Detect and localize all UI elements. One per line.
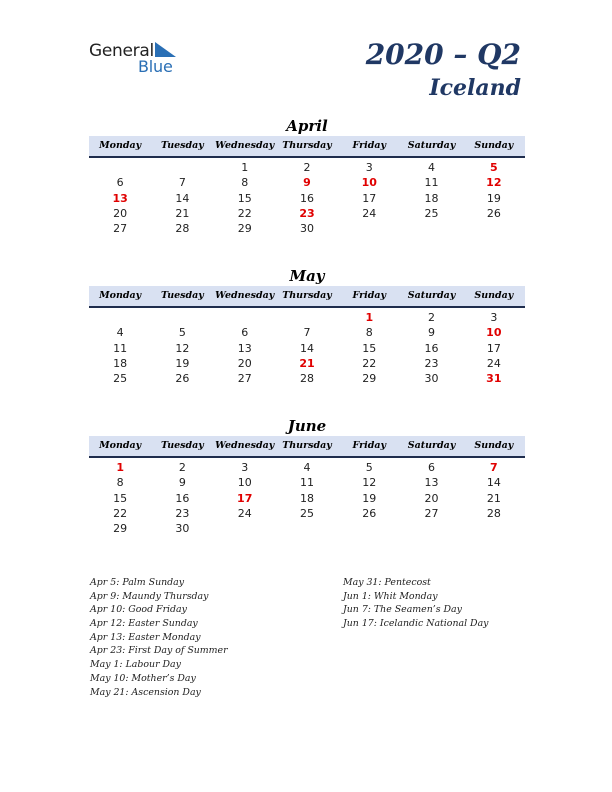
day-cell: 23: [175, 506, 190, 520]
week-row: [89, 160, 525, 175]
logo-triangle-icon: [155, 42, 177, 58]
month-title: June: [287, 417, 327, 435]
day-cell: 3: [490, 311, 498, 324]
holiday-note: May 21: Ascension Day: [90, 686, 201, 698]
weekday-label: Friday: [352, 290, 387, 301]
holiday-note: Apr 9: Maundy Thursday: [90, 590, 209, 602]
day-cell: 3: [365, 161, 373, 174]
empty-day-cell: [89, 160, 151, 175]
week-row: [89, 506, 525, 521]
week-row: [89, 356, 525, 371]
holiday-note: Apr 12: Easter Sunday: [90, 618, 198, 630]
weekday-label: Monday: [99, 290, 142, 301]
day-cell: 13: [424, 476, 439, 490]
holiday-note: Jun 17: Icelandic National Day: [343, 618, 489, 630]
day-cell: 3: [241, 461, 249, 474]
holiday-note: Jun 7: The Seamen’s Day: [343, 604, 462, 616]
day-cell: 28: [175, 222, 190, 236]
day-cell: 30: [175, 522, 190, 536]
weekday-label: Saturday: [407, 290, 456, 301]
empty-day-cell: [214, 310, 276, 325]
day-cell: 15: [237, 191, 252, 205]
day-cell: 13: [237, 341, 252, 355]
day-cell: 19: [175, 356, 190, 370]
empty-day-cell: [276, 521, 338, 536]
day-cell: 26: [486, 206, 501, 220]
weekday-header: [89, 136, 525, 158]
week-row: [89, 221, 525, 236]
month-may: [89, 266, 525, 386]
day-cell: 17: [237, 491, 253, 505]
day-cell: 10: [237, 476, 252, 490]
empty-day-cell: [338, 521, 400, 536]
holiday-note: May 1: Labour Day: [90, 659, 181, 671]
day-cell: 9: [428, 326, 436, 340]
day-cell: 6: [428, 461, 436, 474]
day-cell: 27: [113, 222, 128, 236]
empty-day-cell: [151, 160, 213, 175]
month-title: May: [289, 267, 325, 285]
day-cell: 19: [486, 191, 501, 205]
weekday-label: Saturday: [407, 140, 456, 151]
day-cell: 30: [299, 222, 314, 236]
weekday-label: Sunday: [474, 290, 514, 301]
day-cell: 14: [175, 191, 190, 205]
day-cell: 1: [241, 161, 249, 174]
day-cell: 20: [113, 206, 128, 220]
day-cell: 18: [299, 491, 314, 505]
weekday-label: Wednesday: [215, 290, 275, 301]
day-cell: 27: [424, 506, 439, 520]
day-cell: 24: [486, 356, 501, 370]
day-cell: 14: [299, 341, 314, 355]
day-cell: 29: [237, 222, 252, 236]
day-cell: 9: [178, 476, 186, 490]
weekday-header: [89, 286, 525, 308]
weekday-label: Friday: [352, 140, 387, 151]
week-row: [89, 191, 525, 206]
logo: [89, 41, 189, 77]
day-cell: 4: [116, 326, 124, 340]
day-cell: 17: [486, 341, 501, 355]
day-cell: 30: [424, 372, 439, 386]
weekday-label: Sunday: [474, 140, 514, 151]
empty-day-cell: [400, 221, 462, 236]
day-cell: 29: [362, 372, 377, 386]
day-cell: 12: [175, 341, 190, 355]
weekday-label: Saturday: [407, 440, 456, 451]
day-cell: 31: [486, 372, 502, 386]
holiday-notes-left: [90, 576, 228, 699]
empty-day-cell: [400, 521, 462, 536]
day-cell: 19: [362, 491, 377, 505]
day-cell: 25: [299, 506, 314, 520]
day-cell: 16: [424, 341, 439, 355]
holiday-note: May 31: Pentecost: [343, 577, 431, 588]
weekday-label: Thursday: [282, 440, 332, 451]
day-cell: 26: [175, 372, 190, 386]
weekday-header: [89, 436, 525, 458]
day-cell: 21: [299, 356, 315, 370]
day-cell: 11: [113, 341, 128, 355]
weekday-label: Tuesday: [161, 440, 204, 451]
holiday-note: Apr 5: Palm Sunday: [90, 577, 185, 588]
day-cell: 28: [486, 506, 501, 520]
day-cell: 5: [490, 161, 498, 174]
day-cell: 4: [428, 161, 436, 174]
weekday-label: Monday: [99, 140, 142, 151]
day-cell: 5: [365, 461, 373, 474]
week-row: [89, 491, 525, 506]
day-cell: 26: [362, 506, 377, 520]
day-cell: 2: [428, 311, 436, 324]
empty-day-cell: [338, 221, 400, 236]
day-cell: 15: [362, 341, 377, 355]
day-cell: 11: [424, 176, 439, 190]
day-cell: 2: [303, 161, 311, 174]
day-cell: 16: [175, 491, 190, 505]
month-april: [89, 116, 525, 236]
page-subtitle: Iceland: [429, 75, 521, 101]
empty-day-cell: [214, 521, 276, 536]
weekday-label: Friday: [352, 440, 387, 451]
day-cell: 8: [365, 326, 373, 340]
week-row: [89, 521, 525, 536]
day-cell: 2: [178, 461, 186, 474]
day-cell: 21: [175, 206, 190, 220]
empty-day-cell: [463, 521, 525, 536]
weekday-label: Thursday: [282, 290, 332, 301]
weekday-label: Tuesday: [161, 140, 204, 151]
holiday-note: Apr 10: Good Friday: [90, 604, 187, 616]
day-cell: 17: [362, 191, 377, 205]
day-cell: 25: [424, 206, 439, 220]
day-cell: 7: [178, 176, 186, 190]
weekday-label: Wednesday: [215, 140, 275, 151]
weekday-label: Monday: [99, 440, 142, 451]
week-row: [89, 206, 525, 221]
day-cell: 23: [424, 356, 439, 370]
day-cell: 8: [116, 476, 124, 490]
day-cell: 6: [116, 176, 124, 190]
day-cell: 4: [303, 461, 311, 474]
logo-blue-text: Blue: [138, 57, 173, 76]
day-cell: 10: [361, 176, 377, 190]
day-cell: 12: [486, 176, 502, 190]
weekday-label: Thursday: [282, 140, 332, 151]
week-row: [89, 475, 525, 490]
empty-day-cell: [276, 310, 338, 325]
day-cell: 9: [303, 176, 311, 190]
holiday-note: Apr 13: Easter Monday: [90, 631, 201, 643]
empty-day-cell: [463, 221, 525, 236]
day-cell: 24: [362, 206, 377, 220]
day-cell: 21: [486, 491, 501, 505]
day-cell: 5: [178, 326, 186, 340]
empty-day-cell: [89, 310, 151, 325]
day-cell: 28: [299, 372, 314, 386]
holiday-notes-right: [343, 576, 488, 631]
day-cell: 25: [113, 372, 128, 386]
day-cell: 22: [237, 206, 252, 220]
day-cell: 1: [365, 311, 374, 324]
day-cell: 12: [362, 476, 377, 490]
day-cell: 16: [299, 191, 314, 205]
day-cell: 18: [424, 191, 439, 205]
day-cell: 23: [299, 206, 315, 220]
day-cell: 20: [424, 491, 439, 505]
day-cell: 11: [299, 476, 314, 490]
holiday-note: Jun 1: Whit Monday: [343, 590, 438, 602]
day-cell: 10: [486, 326, 502, 340]
day-cell: 7: [490, 461, 498, 474]
page-title: 2020 – Q2: [365, 38, 521, 71]
day-cell: 24: [237, 506, 252, 520]
month-title: April: [286, 117, 328, 135]
day-cell: 18: [113, 356, 128, 370]
week-row: [89, 310, 525, 325]
week-row: [89, 371, 525, 386]
week-row: [89, 460, 525, 475]
day-cell: 15: [113, 491, 128, 505]
day-cell: 22: [113, 506, 128, 520]
day-cell: 6: [241, 326, 249, 340]
holiday-note: Apr 23: First Day of Summer: [90, 645, 228, 657]
week-row: [89, 341, 525, 356]
day-cell: 13: [112, 191, 128, 205]
month-june: [89, 416, 525, 536]
weekday-label: Tuesday: [161, 290, 204, 301]
day-cell: 27: [237, 372, 252, 386]
day-cell: 29: [113, 522, 128, 536]
day-cell: 1: [116, 461, 124, 474]
logo-general-text: General: [89, 41, 154, 61]
day-cell: 8: [241, 176, 249, 190]
week-row: [89, 175, 525, 190]
empty-day-cell: [151, 310, 213, 325]
day-cell: 7: [303, 326, 311, 340]
day-cell: 22: [362, 356, 377, 370]
week-row: [89, 325, 525, 340]
weekday-label: Sunday: [474, 440, 514, 451]
day-cell: 20: [237, 356, 252, 370]
holiday-note: May 10: Mother’s Day: [90, 672, 196, 684]
day-cell: 14: [486, 476, 501, 490]
weekday-label: Wednesday: [215, 440, 275, 451]
